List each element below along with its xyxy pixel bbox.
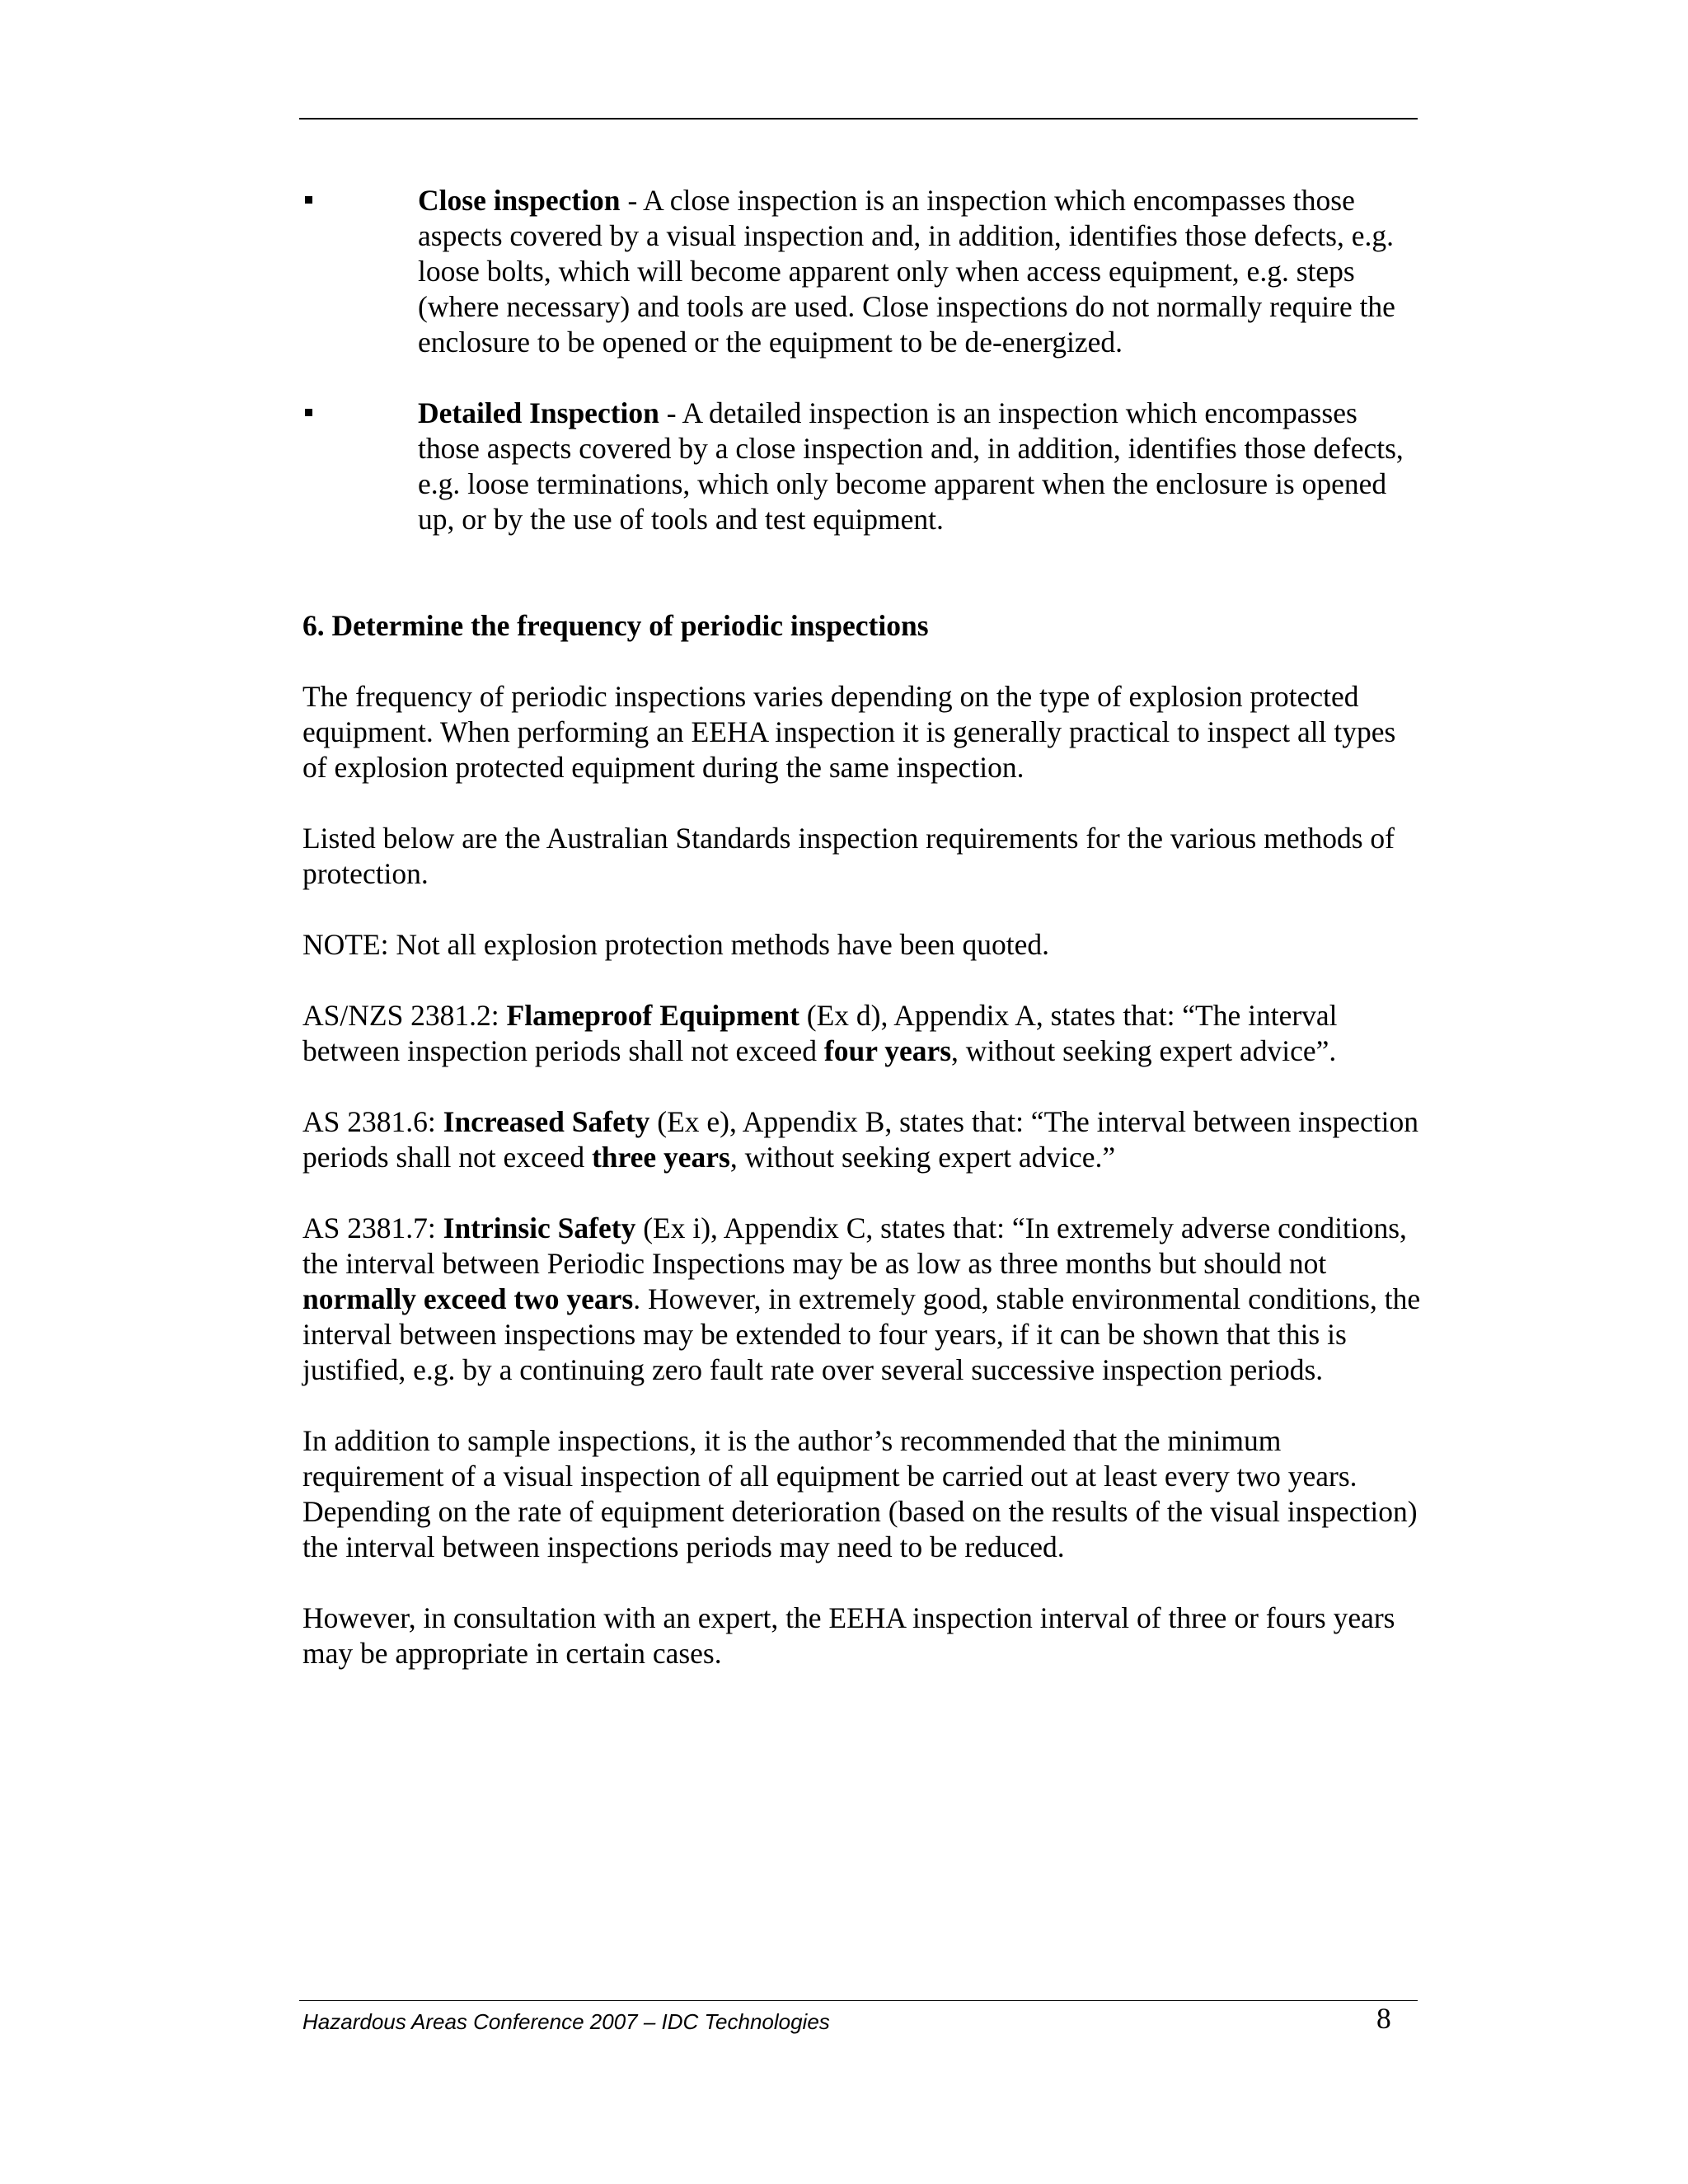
footer-title: Hazardous Areas Conference 2007 – IDC Technologies [302, 2009, 830, 2034]
bold-run: four years [823, 1034, 952, 1067]
text-run: (Ex i), Appendix C, states that: “In extremely adverse conditions, the interval between Periodic Inspections may be as low as three months but should not [302, 1212, 1407, 1280]
bullet-term: Close inspection [418, 184, 621, 217]
text-run: AS 2381.6: [302, 1105, 443, 1138]
paragraph-author-recommendation: In addition to sample inspections, it is the author’s recommended that the minimum requirement of a visual inspection of all equipment be carried out at least every two years. Depending on the rate of equipment deterioration (based on the results of the visual inspection) the interval between inspections periods may need to be reduced. [302, 1424, 1418, 1563]
page-content [302, 183, 1423, 1707]
paragraph-note: NOTE: Not all explosion protection methods have been quoted. [302, 928, 1050, 961]
text-run: (Ex e), Appendix B, states that: “The interval between inspection periods shall not exceed [302, 1105, 1418, 1174]
text-run: (Ex d), Appendix A, states that: “The interval between inspection periods shall not exceed [302, 999, 1338, 1067]
paragraph-increased-safety [302, 1104, 1423, 1175]
bold-run: Increased Safety [443, 1105, 650, 1138]
bold-run: Flameproof Equipment [506, 999, 799, 1032]
bullet-term: Detailed Inspection [418, 396, 659, 429]
bullet-text: - A close inspection is an inspection which encompasses those aspects covered by a visual inspection and, in addition, identifies those defects, e.g. loose bolts, which will become apparent only when access equipment, e.g. steps (where necessary) and tools are used. Close inspections do not normally require the enclosure to be opened or the equipment to be de-energized. [418, 184, 1395, 359]
paragraph-frequency: The frequency of periodic inspections varies depending on the type of explosion protected equipment. When performing an EEHA inspection it is generally practical to inspect all types of explosion protected equipment during the same inspection. [302, 680, 1396, 784]
section-heading: 6. Determine the frequency of periodic inspections [302, 609, 929, 642]
page-number: 8 [1376, 2002, 1391, 2035]
text-run: AS 2381.7: [302, 1212, 443, 1244]
bullet-detailed-inspection [302, 396, 1423, 537]
text-run: , without seeking expert advice”. [951, 1034, 1337, 1067]
bullet-text: - A detailed inspection is an inspection which encompasses those aspects covered by a close inspection and, in addition, identifies those defects, e.g. loose terminations, which only become apparent when the enclosure is opened up, or by the use of tools and test equipment. [418, 396, 1404, 536]
bold-run: Intrinsic Safety [443, 1212, 636, 1244]
paragraph-expert-consultation: However, in consultation with an expert, the EEHA inspection interval of three or fours years may be appropriate in certain cases. [302, 1601, 1395, 1670]
text-run: AS/NZS 2381.2: [302, 999, 507, 1032]
paragraph-flameproof [302, 998, 1423, 1069]
paragraph-intrinsic-safety [302, 1211, 1423, 1388]
bullet-close-inspection [302, 183, 1423, 360]
header-rule [299, 118, 1418, 120]
text-run: , without seeking expert advice.” [729, 1141, 1116, 1174]
paragraph-standards-intro: Listed below are the Australian Standards inspection requirements for the various methods of protection. [302, 822, 1395, 890]
square-bullet-icon [305, 396, 312, 431]
bold-run: three years [591, 1141, 730, 1174]
square-bullet-icon [305, 183, 312, 218]
text-run: . However, in extremely good, stable environmental conditions, the interval between inspections may be extended to four years, if it can be shown that this is justified, e.g. by a continuing zero fault rate over several successive inspection periods. [302, 1282, 1421, 1386]
footer-rule [299, 2000, 1418, 2001]
bold-run: normally exceed two years [302, 1282, 634, 1315]
